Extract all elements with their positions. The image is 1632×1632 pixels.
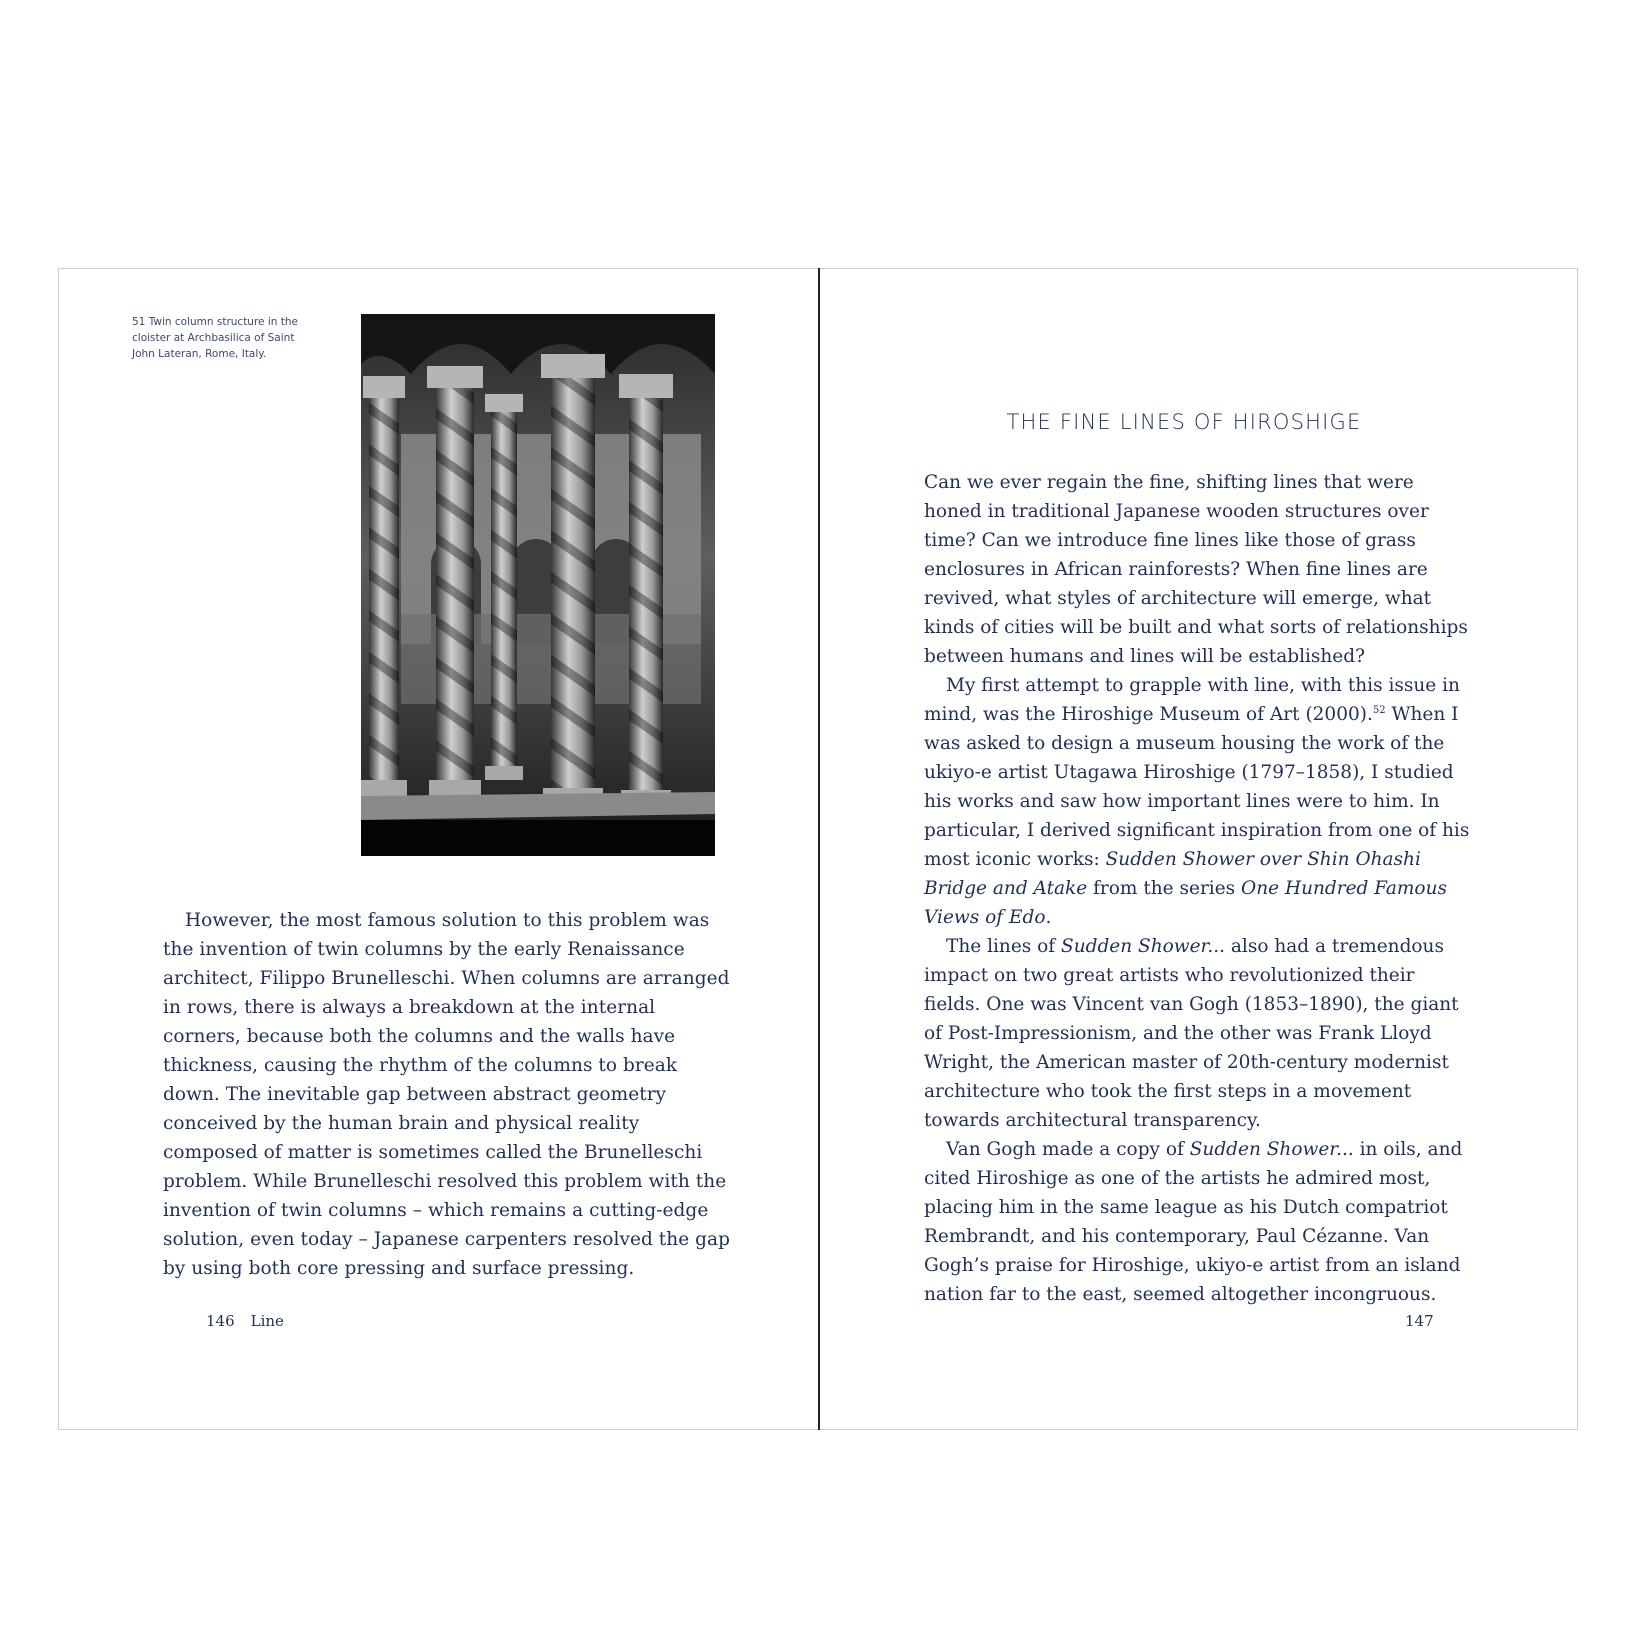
p2-text-c: from the series (1087, 878, 1242, 899)
cloister-columns-photo (361, 314, 715, 856)
right-body-text (924, 468, 1476, 1309)
artwork-title-short-2: Sudden Shower... (1189, 1139, 1354, 1160)
running-section: Line (250, 1312, 284, 1330)
p4-text-b: in oils, and cited Hiroshige as one of the artists he admired most, placing him in the same league as his Dutch compatriot Rembrandt, and his contemporary, Paul Cézanne. Van Gogh’s praise for Hiroshige, ukiyo-e artist from an island nation far to the east, seemed altogether incongruous. (924, 1139, 1463, 1305)
p2-text-d: . (1045, 907, 1052, 928)
page-number-right: 147 (1405, 1312, 1434, 1330)
right-paragraph-1: Can we ever regain the fine, shifting lines that were honed in traditional Japanese wooden structures over time? Can we introduce fine lines like those of grass enclosures in African rainforests? When fine lines are revived, what styles of architecture will emerge, what kinds of cities will be built and what sorts of relationships between humans and lines will be established? (924, 472, 1468, 667)
p3-text-b: also had a tremendous impact on two great artists who revolutionized their fields. One was Vincent van Gogh (1853–1890), the giant of Post-Impressionism, and the other was Frank Lloyd Wright, the American master of 20th-century modernist architecture who took the first steps in a movement towards architectural transparency. (924, 936, 1459, 1131)
page-number-left: 146 (206, 1312, 235, 1330)
figure-caption: 51 Twin column structure in the cloister at Archbasilica of Saint John Lateran, Rome, Italy. (132, 316, 298, 360)
series-title: One Hundred Famous Views of Edo (924, 878, 1447, 928)
p4-text-a: Van Gogh made a copy of (946, 1139, 1190, 1160)
page-gutter (818, 268, 820, 1430)
artwork-title-short: Sudden Shower... (1061, 936, 1226, 957)
right-paragraph-2 (924, 671, 1476, 932)
p2-text-a: My first attempt to grapple with line, with this issue in mind, was the Hiroshige Museum of Art (2000). (924, 675, 1460, 725)
right-paragraph-3 (924, 932, 1476, 1135)
left-paragraph: However, the most famous solution to this problem was the invention of twin columns by the early Renaissance architect, Filippo Brunelleschi. When columns are arranged in rows, there is always a breakdown at the internal corners, because both the columns and the walls have thickness, causing the rhythm of the columns to break down. The inevitable gap between abstract geometry conceived by the human brain and physical reality composed of matter is sometimes called the Brunelleschi problem. While Brunelleschi resolved this problem with the invention of twin columns – which remains a cutting-edge solution, even today – Japanese carpenters resolved the gap by using both core pressing and surface pressing. (163, 910, 731, 1279)
left-body-text (163, 906, 733, 1283)
artwork-title: Sudden Shower over Shin Ohashi Bridge and Atake (924, 849, 1421, 899)
right-paragraph-4 (924, 1135, 1476, 1309)
footnote-ref: 52 (1372, 704, 1386, 716)
p2-text-b: When I was asked to design a museum housing the work of the ukiyo-e artist Utagawa Hiroshige (1797–1858), I studied his works and saw how important lines were to him. In particular, I derived significant inspiration from one of his most iconic works: (924, 704, 1470, 870)
p3-text-a: The lines of (946, 936, 1062, 957)
section-heading: THE FINE LINES OF HIROSHIGE (1006, 410, 1362, 434)
left-folio (206, 1312, 284, 1330)
